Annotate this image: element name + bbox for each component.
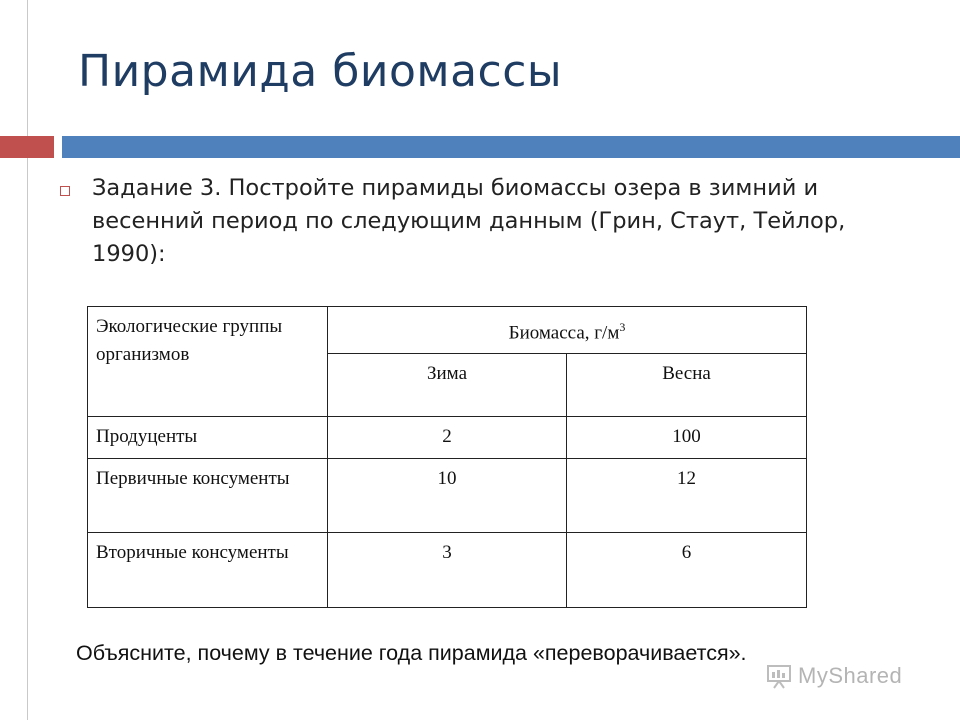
- row-spring-cell: 12: [567, 459, 807, 533]
- table-row: [88, 459, 807, 533]
- row-group-cell: Первичные консументы: [88, 459, 328, 533]
- row-group-cell: Вторичные консументы: [88, 533, 328, 608]
- accent-bar-blue: [62, 136, 960, 158]
- logo-text: MyShared: [798, 663, 903, 688]
- biomass-table: [87, 306, 807, 608]
- season-winter-cell: Зима: [328, 354, 567, 417]
- row-spring-cell: 6: [567, 533, 807, 608]
- accent-bar-red: [0, 136, 54, 158]
- bullet-square-icon: [60, 186, 70, 196]
- left-margin-line: [27, 0, 28, 720]
- table-row: [88, 533, 807, 608]
- biomass-header-label: Биомасса, г/м: [508, 322, 620, 344]
- biomass-header-cell: [328, 307, 807, 354]
- row-winter-cell: 10: [328, 459, 567, 533]
- row-winter-cell: 2: [328, 417, 567, 459]
- biomass-unit-superscript: 3: [619, 320, 626, 334]
- table-header-row: [88, 307, 807, 354]
- footer-question: Объясните, почему в течение года пирамида «переворачивается».: [76, 641, 747, 665]
- row-spring-cell: 100: [567, 417, 807, 459]
- presentation-board-icon: [766, 663, 792, 689]
- table-row: [88, 417, 807, 459]
- slide-title: Пирамида биомассы: [78, 46, 563, 97]
- row-winter-cell: 3: [328, 533, 567, 608]
- row-group-cell: Продуценты: [88, 417, 328, 459]
- task-text: Задание 3. Постройте пирамиды биомассы озера в зимний и весенний период по следующим данным (Грин, Стаут, Тейлор, 1990):: [92, 175, 846, 267]
- season-spring-cell: Весна: [567, 354, 807, 417]
- group-header-cell: Экологические группы организмов: [88, 307, 328, 417]
- watermark-logo: [766, 660, 902, 692]
